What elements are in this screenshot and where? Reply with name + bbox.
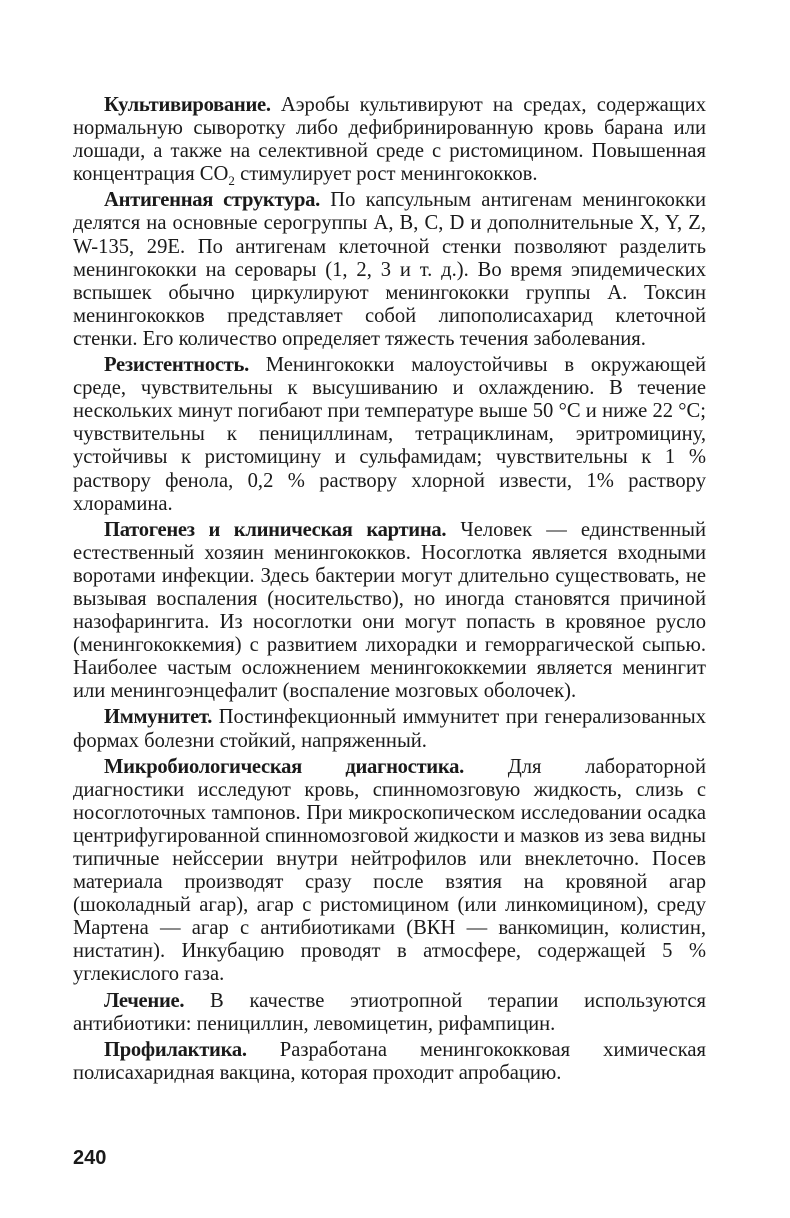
text-block (73, 94, 706, 1088)
paragraph-text: Разработана менингококковая химическая полисахаридная вакцина, которая проходит апробацию. (73, 1038, 706, 1084)
paragraph-pathogenesis (73, 519, 706, 704)
paragraph-resistance (73, 354, 706, 516)
paragraph-term: Профилактика. (104, 1038, 247, 1061)
paragraph-term: Лечение. (104, 989, 185, 1012)
paragraph-immunity (73, 706, 706, 752)
paragraph-text: Аэробы культивируют на средах, содержащих нормальную сыворотку либо дефибринированную кровь барана или лошади, а также на селективной среде с ристомицином. Повышенная концентрация CO (73, 94, 706, 186)
paragraph-antigenic-structure (73, 189, 706, 351)
paragraph-cultivation (73, 94, 706, 189)
paragraph-prevention (73, 1039, 706, 1085)
paragraph-term: Культивирование. (104, 94, 271, 116)
paragraph-text: Постинфекционный иммунитет при генерализованных формах болезни стойкий, напряженный. (73, 706, 706, 752)
paragraph-text: В качестве этиотропной терапии используются антибиотики: пенициллин, левомицетин, рифампицин. (73, 989, 706, 1035)
paragraph-term: Антигенная структура. (104, 189, 320, 212)
paragraph-term: Микробиологическая диагностика. (104, 755, 464, 778)
paragraph-term: Иммунитет. (104, 706, 213, 729)
paragraph-treatment (73, 990, 706, 1036)
paragraph-diagnostics (73, 756, 706, 987)
paragraph-term: Резистентность. (104, 354, 249, 377)
paragraph-term: Патогенез и клиническая картина. (104, 518, 447, 541)
subscript-2: 2 (228, 173, 235, 189)
paragraph-text: Человек — единственный естественный хозяин менингококков. Носоглотка является входными воротами инфекции. Здесь бактерии могут длительно существовать, не вызывая воспаления (носительство), но иногда становятся причиной назофарингита. Из носоглотки они могут попасть в кровяное русло (менингококкемия) с развитием лихорадки и геморрагической сыпью. Наиболее частым осложнением менингококкемии является менингит или менингоэнцефалит (воспаление мозговых оболочек). (73, 518, 706, 703)
paragraph-text: Для лабораторной диагностики исследуют кровь, спинномозговую жидкость, слизь с носоглоточных тампонов. При микроскопическом исследовании осадка центрифугированной спинномозговой жидкости и мазков из зева видны типичные нейссерии внутри нейтрофилов или внеклеточно. Посев материала производят сразу после взятия на кровяной агар (шоколадный агар), агар с ристомицином (или линкомицином), среду Мартена — агар с антибиотиками (ВКН — ванкомицин, колистин, нистатин). Инкубацию проводят в атмосфере, содержащей 5 % углекислого газа. (73, 755, 706, 986)
page-number: 240 (73, 1147, 107, 1169)
paragraph-text: По капсульным антигенам менингококки делятся на основные серогруппы A, B, C, D и дополнительные X, Y, Z, W-135, 29E. По антигенам клеточной стенки позволяют разделить менингококки на серовары (1, 2, 3 и т. д.). Во время эпидемических вспышек обычно циркулируют менингококки группы A. Токсин менингококков представляет собой липополисахарид клеточной стенки. Его количество определяет тяжесть течения заболевания. (73, 189, 707, 350)
paragraph-text: Менингококки малоустойчивы в окружающей среде, чувствительны к высушиванию и охлаждению. В течение нескольких минут погибают при температуре выше 50 °C и ниже 22 °C; чувствительны к пенициллинам, тетрациклинам, эритромицину, устойчивы к ристомицину и сульфамидам; чувствительны к 1 % раствору фенола, 0,2 % раствору хлорной извести, 1% раствору хлорамина. (73, 354, 706, 515)
paragraph-text: стимулирует рост менингококков. (234, 163, 538, 186)
